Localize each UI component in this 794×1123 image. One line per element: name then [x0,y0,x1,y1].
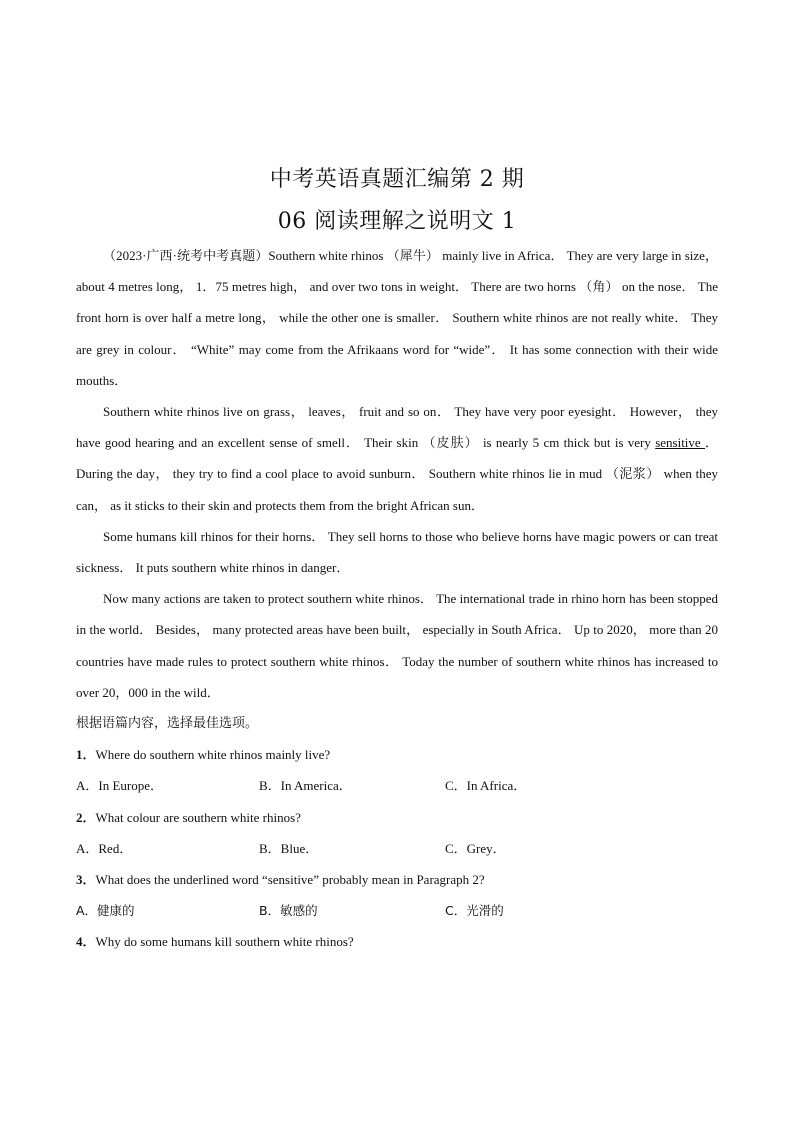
passage-paragraph-2 [76,396,718,521]
question-text: Where do southern white rhinos mainly live? [95,747,331,763]
question-text: What colour are southern white rhinos? [95,809,301,825]
question-text: Why do some humans kill southern white rhinos? [95,934,354,950]
question-2 [76,802,718,833]
document-title: 中考英语真题汇编第 2 期 [269,167,525,192]
question-2-options [76,833,718,864]
passage-paragraph-4: Now many actions are taken to protect southern white rhinos． The international trade in rhino horn has been stopped in the world． Besides， many protected areas have been built， especially in South Africa． Up to 2020， more than 20 countries have made rules to protect southern white rhinos． Today the number of southern white rhinos has increased to over 20，000 in the wild． [76,591,718,700]
option-a: A．Red． [76,840,133,856]
question-number: 3． [76,872,96,888]
question-number: 1． [76,747,96,763]
paragraph-2-text-after: ． During the day， they try to find a cool place to avoid sunburn． Southern white rhinos lie in mud （泥浆） when they can， as it sticks to their skin and protects them from the bright African sun． [76,435,718,513]
option-c: C．光滑的 [445,903,504,919]
question-number: 2． [76,809,96,825]
question-4 [76,926,718,957]
question-1-options [76,770,718,801]
passage-paragraph-3: Some humans kill rhinos for their horns． They sell horns to those who believe horns have magic powers or can treat sickness． It puts southern white rhinos in danger． [76,528,718,576]
document-subtitle: 06 阅读理解之说明文 1 [277,209,517,234]
instruction-text: 根据语篇内容，选择最佳选项。 [76,716,259,732]
option-c: C．Grey． [445,840,506,856]
question-1 [76,739,718,770]
reading-content [76,240,718,958]
passage-paragraph-1: （2023·广西·统考中考真题）Southern white rhinos （犀牛） mainly live in Africa． They are very large in size， about 4 metres long， 1．75 metres high， and over two tons in weight． There are two horns （角） on the nose． The front horn is over half a metre long， while the other one is smaller． Southern white rhinos are not really white． They are grey in colour． “White” may come from the Afrikaans word for “wide”． It has some connection with their wide mouths． [76,248,718,388]
option-b: B．敏感的 [259,903,318,919]
option-a: A．In Europe． [76,778,164,794]
question-text: What does the underlined word “sensitive” probably mean in Paragraph 2? [95,872,485,888]
question-3-options [76,895,718,926]
underlined-word-sensitive: sensitive [655,435,705,451]
question-number: 4． [76,934,96,950]
option-c: C．In Africa． [445,778,527,794]
question-3 [76,864,718,895]
paragraph-2-text-before: Southern white rhinos live on grass， leaves， fruit and so on． They have very poor eyesight． However， they have good hearing and an excellent sense of smell． Their skin （皮肤） is nearly 5 cm thick but is very [76,404,718,451]
option-b: B．In America． [259,778,352,794]
option-a: A．健康的 [76,903,135,919]
option-b: B．Blue． [259,840,319,856]
